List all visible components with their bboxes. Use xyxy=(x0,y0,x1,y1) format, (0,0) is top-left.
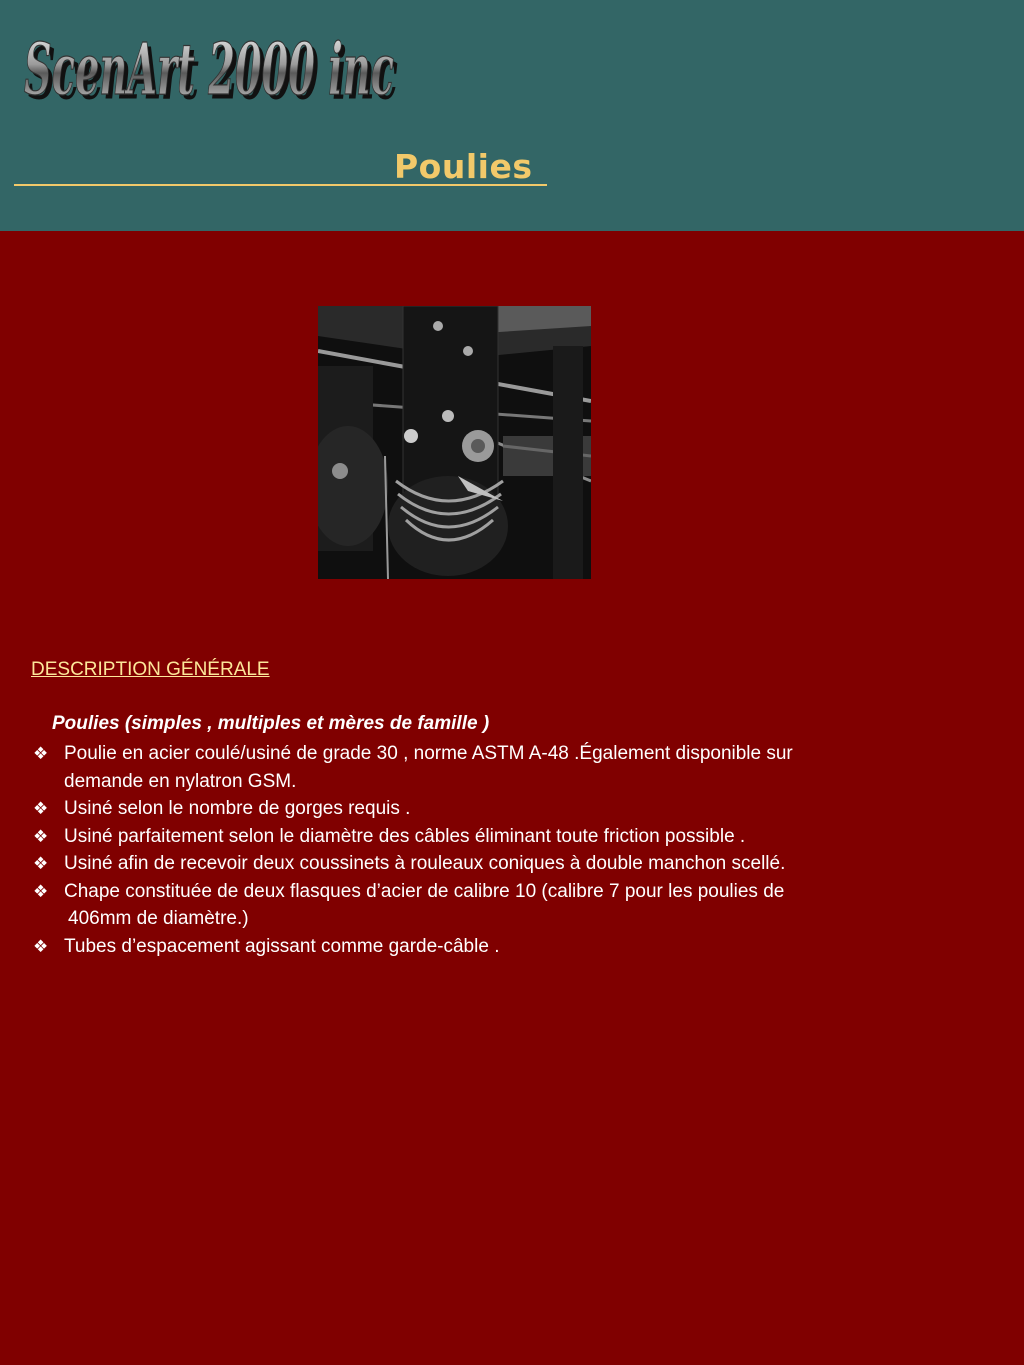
list-item-text: Usiné selon le nombre de gorges requis . xyxy=(64,798,411,819)
list-item-text: Usiné parfaitement selon le diamètre des câbles éliminant toute friction possible . xyxy=(64,825,746,847)
list-item xyxy=(33,933,993,961)
list-item-text-cont: 406mm de diamètre.) xyxy=(68,908,249,929)
company-logo xyxy=(22,18,412,106)
list-item-text: Tubes d’espacement agissant comme garde-câble . xyxy=(64,935,500,957)
list-item xyxy=(33,823,993,851)
diamond-bullet-icon: ❖ xyxy=(33,936,49,956)
feature-list xyxy=(33,740,993,960)
section-subheading: Poulies (simples , multiples et mères de famille ) xyxy=(52,713,490,734)
section-heading: DESCRIPTION GÉNÉRALE xyxy=(31,659,270,680)
svg-text:ScenArt 2000 inc: ScenArt 2000 inc xyxy=(24,26,394,106)
diamond-bullet-icon: ❖ xyxy=(33,881,49,901)
logo-graphic xyxy=(22,18,412,106)
diamond-bullet-icon: ❖ xyxy=(33,799,49,818)
list-item xyxy=(33,740,993,795)
list-item-text: Poulie en acier coulé/usiné de grade 30 , norme ASTM A-48 .Également disponible sur xyxy=(64,743,793,764)
diamond-bullet-icon: ❖ xyxy=(33,744,49,763)
list-item-text: Chape constituée de deux flasques d’acier de calibre 10 (calibre 7 pour les poulies de xyxy=(64,880,785,902)
diamond-bullet-icon: ❖ xyxy=(33,854,49,873)
header-band xyxy=(0,0,1024,231)
svg-text:ScenArt 2000 inc: ScenArt 2000 inc xyxy=(28,31,398,106)
page-title-wrap xyxy=(14,148,554,188)
list-item xyxy=(33,878,993,933)
list-item-text-cont: demande en nylatron GSM. xyxy=(64,770,297,792)
page-title: Poulies xyxy=(394,147,533,186)
list-item-text: Usiné afin de recevoir deux coussinets à rouleaux coniques à double manchon scellé. xyxy=(64,853,786,874)
pulley-photo xyxy=(318,306,591,579)
list-item xyxy=(33,795,993,823)
list-item xyxy=(33,850,993,878)
diamond-bullet-icon: ❖ xyxy=(33,826,49,846)
